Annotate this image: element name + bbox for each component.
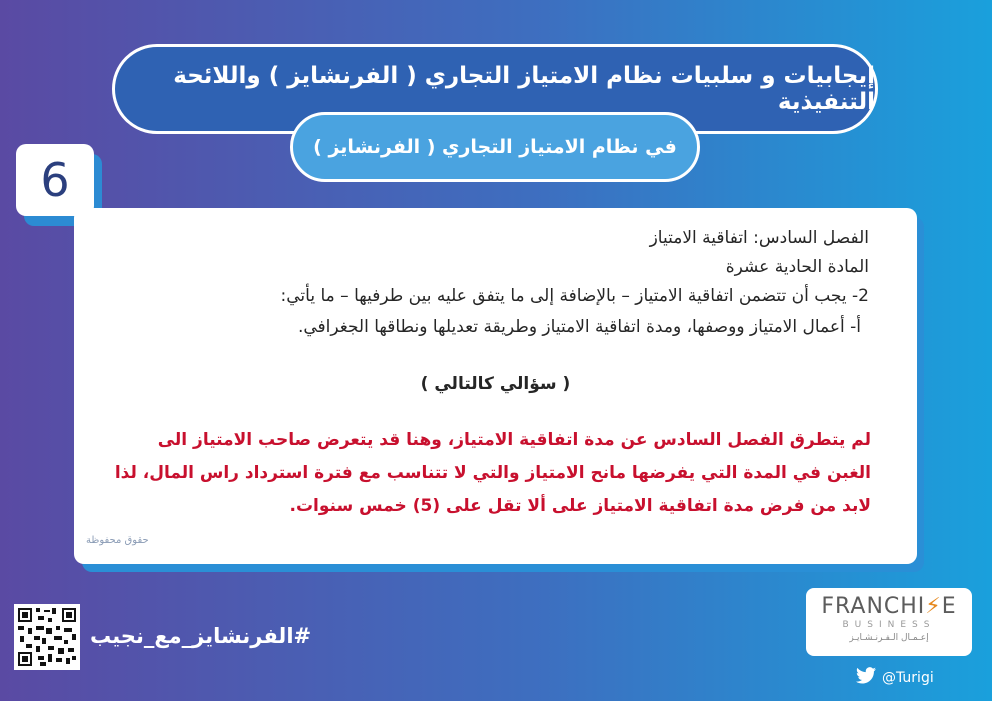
- subtitle-banner: [290, 112, 700, 182]
- qr-code-icon: [14, 604, 80, 670]
- answer-text: لم يتطرق الفصل السادس عن مدة اتفاقية الامتياز، وهنا قد يتعرض صاحب الامتياز الى الغبن في المدة التي يفرضها مانح الامتياز والتي لا تتناسب مع فترة استرداد راس المال، لذا لابد من فرض مدة اتفاقية الامتياز على ألا تقل على (5) خمس سنوات.: [114, 430, 871, 516]
- logo-subtext: BUSINESS: [842, 620, 936, 630]
- logo-arabic-text: إعـمـال الـفـرنـشـايـز: [849, 633, 929, 643]
- number-badge: [16, 144, 94, 216]
- lightning-bolt-icon: ⚡: [925, 594, 942, 619]
- article-heading: المادة الحادية عشرة: [725, 257, 869, 277]
- content-card: [74, 208, 917, 564]
- clause-item: أ- أعمال الامتياز ووصفها، ومدة اتفاقية الامتياز وطريقة تعديلها ونطاقها الجغرافي.: [297, 317, 861, 337]
- franchise-business-logo: [806, 588, 972, 656]
- hashtag[interactable]: #الفرنشايز_مع_نجيب: [90, 624, 312, 648]
- page-subtitle: في نظام الامتياز التجاري ( الفرنشايز ): [313, 136, 677, 158]
- chapter-heading: الفصل السادس: اتفاقية الامتياز: [649, 228, 869, 248]
- twitter-link[interactable]: [856, 667, 934, 688]
- number-badge-value: 6: [40, 153, 70, 207]
- rights-reserved: حقوق محفوظة: [86, 535, 149, 546]
- question-heading: ( سؤالي كالتالي ): [420, 374, 571, 394]
- twitter-handle: @Turigi: [882, 669, 934, 686]
- twitter-icon: [856, 667, 876, 688]
- logo-wordmark: FRANCHI⚡E: [821, 594, 957, 619]
- clause-text: 2- يجب أن تتضمن اتفاقية الامتياز – بالإضافة إلى ما يتفق عليه بين طرفيها – ما يأتي:: [280, 286, 869, 306]
- page-title: إيجابيات و سلبيات نظام الامتياز التجاري ( الفرنشايز ) واللائحة التنفيذية: [173, 63, 875, 115]
